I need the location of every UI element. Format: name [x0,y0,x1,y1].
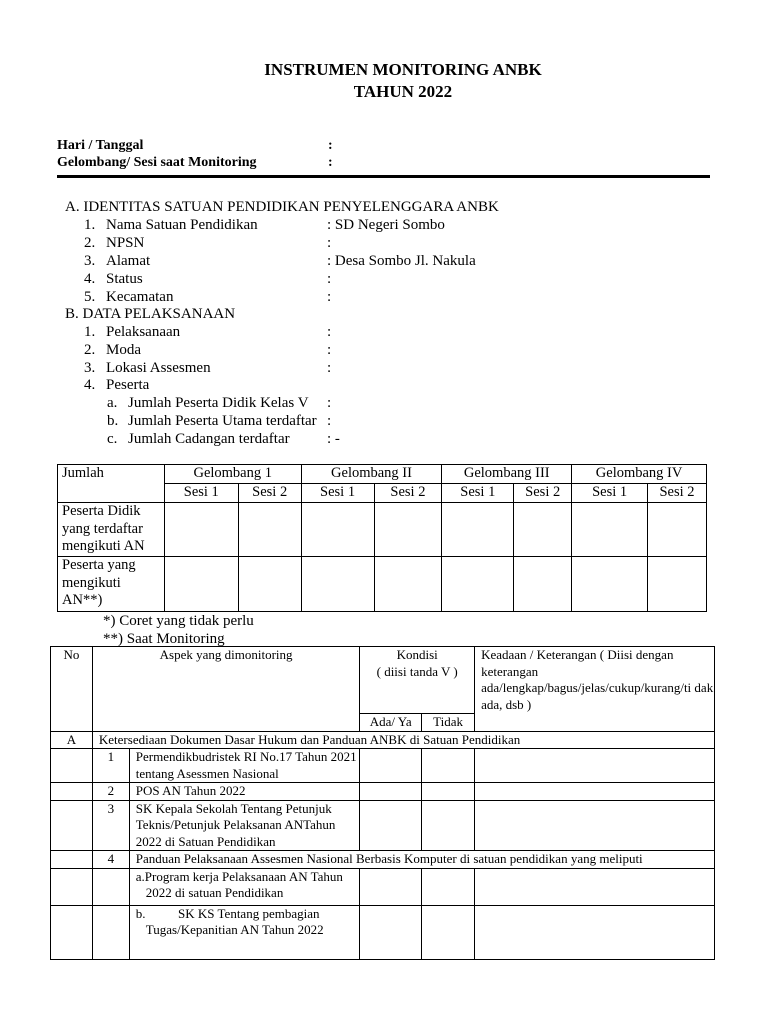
section-b-item-value: : [327,324,332,340]
no-cell [51,749,93,783]
sesi-header: Sesi 1 [164,484,238,503]
peserta-cell [442,503,514,557]
gelombang-4-header: Gelombang IV [572,465,707,484]
section-b-heading: B. DATA PELAKSANAAN [65,306,236,322]
num-cell [92,905,129,959]
keadaan-cell [475,783,715,801]
section-b-item-num: 1. [84,324,96,340]
note-saat-monitoring: **) Saat Monitoring [103,631,225,647]
no-cell [51,783,93,801]
peserta-cell [442,557,514,612]
peserta-row-label: Peserta yang mengikuti AN**) [58,557,165,612]
keadaan-cell [475,749,715,783]
aspek-table [50,646,715,960]
sesi-header: Sesi 2 [648,484,707,503]
section-a-item-value: : [327,289,332,305]
item-text: Permendikbudristek RI No.17 Tahun 2021 tentang Asessmen Nasional [129,749,360,783]
col-tidak-header: Tidak [422,714,475,732]
item-number: 1 [92,749,129,783]
ada-cell [360,905,422,959]
item-4-text: Panduan Pelaksanaan Assesmen Nasional Berbasis Komputer di satuan pendidikan yang meliputi [129,851,714,869]
col-ada-header: Ada/ Ya [360,714,422,732]
section-a-item-value: : [327,271,332,287]
section-b-item-num: 4. [84,377,96,393]
note-coret: *) Coret yang tidak perlu [103,613,254,629]
section-a-title: Ketersediaan Dokumen Dasar Hukum dan Panduan ANBK di Satuan Pendidikan [92,731,714,749]
ada-cell [360,749,422,783]
session-label: Gelombang/ Sesi saat Monitoring [57,155,257,170]
gelombang-2-header: Gelombang II [301,465,442,484]
peserta-cell [572,503,648,557]
peserta-sub-value: : [327,413,332,429]
peserta-cell [514,557,572,612]
kondisi-hint: ( diisi tanda V ) [376,663,458,679]
section-b-item-label: Peserta [106,377,150,393]
ada-cell [360,783,422,801]
section-a-item-num: 5. [84,289,96,305]
peserta-sub-label: Jumlah Cadangan terdaftar [128,431,290,447]
sesi-header: Sesi 1 [572,484,648,503]
no-cell [51,800,93,851]
section-b-item-label: Moda [106,342,141,358]
peserta-sub-letter: a. [107,395,118,411]
ada-cell [360,868,422,905]
item-text: SK Kepala Sekolah Tentang Petunjuk Teknis/Petunjuk Pelaksanan ANTahun 2022 di Satuan Pendidikan [129,800,360,851]
section-a-item-label: NPSN [106,235,145,251]
peserta-cell [301,503,374,557]
gelombang-3-header: Gelombang III [442,465,572,484]
section-a-item-num: 2. [84,235,96,251]
peserta-cell [514,503,572,557]
peserta-sub-letter: c. [107,431,118,447]
sesi-header: Sesi 1 [301,484,374,503]
ada-cell [360,800,422,851]
document-title: INSTRUMEN MONITORING ANBK [264,60,542,79]
col-no-header: No [51,647,93,732]
peserta-sub-value: : - [327,431,340,447]
session-value: : [328,155,333,170]
section-b-item-num: 2. [84,342,96,358]
section-a-item-label: Nama Satuan Pendidikan [106,217,258,233]
sesi-header: Sesi 1 [442,484,514,503]
item-number: 3 [92,800,129,851]
col-keadaan-header: Keadaan / Keterangan ( Diisi dengan keterangan ada/lengkap/bagus/jelas/cukup/kurang/ti dak ada, dsb ) [475,647,715,732]
peserta-cell [301,557,374,612]
section-a-item-value: : [327,235,332,251]
document-year: TAHUN 2022 [353,82,453,101]
peserta-row-label: Peserta Didik yang terdaftar mengikuti AN [58,503,165,557]
tidak-cell [422,868,475,905]
num-cell [92,868,129,905]
section-a-item-num: 1. [84,217,96,233]
item-4a-text: a.Program kerja Pelaksanaan AN Tahun 2022 di satuan Pendidikan [129,868,360,905]
tidak-cell [422,905,475,959]
item-number: 2 [92,783,129,801]
peserta-sub-letter: b. [107,413,119,429]
sesi-header: Sesi 2 [514,484,572,503]
no-cell [51,851,93,869]
tidak-cell [422,783,475,801]
section-a-item-num: 3. [84,253,96,269]
section-a-item-label: Status [106,271,143,287]
item-text: POS AN Tahun 2022 [129,783,360,801]
item-number: 4 [92,851,129,869]
peserta-cell [164,557,238,612]
peserta-table [57,464,707,612]
peserta-cell [374,503,442,557]
peserta-table-corner: Jumlah [58,465,165,503]
header-divider [57,175,710,178]
section-b-item-value: : [327,360,332,376]
date-value: : [328,138,333,153]
col-aspek-header: Aspek yang dimonitoring [92,647,359,732]
sesi-header: Sesi 2 [374,484,442,503]
no-cell [51,905,93,959]
peserta-sub-label: Jumlah Peserta Didik Kelas V [128,395,309,411]
kondisi-label: Kondisi [396,647,438,662]
peserta-sub-value: : [327,395,332,411]
date-label: Hari / Tanggal [57,138,144,153]
sesi-header: Sesi 2 [238,484,301,503]
col-kondisi-header [360,647,475,714]
keadaan-cell [475,905,715,959]
keadaan-cell [475,868,715,905]
peserta-sub-label: Jumlah Peserta Utama terdaftar [128,413,317,429]
peserta-cell [374,557,442,612]
section-a-item-value: : Desa Sombo Jl. Nakula [327,253,476,269]
no-cell [51,868,93,905]
section-a-item-label: Kecamatan [106,289,174,305]
section-a-heading: A. IDENTITAS SATUAN PENDIDIKAN PENYELENGGARA ANBK [65,199,499,215]
peserta-cell [648,557,707,612]
gelombang-1-header: Gelombang 1 [164,465,301,484]
tidak-cell [422,749,475,783]
peserta-cell [164,503,238,557]
section-b-item-num: 3. [84,360,96,376]
peserta-cell [648,503,707,557]
section-a-item-value: : SD Negeri Sombo [327,217,445,233]
keadaan-cell [475,800,715,851]
peserta-cell [238,557,301,612]
peserta-cell [238,503,301,557]
section-b-item-label: Pelaksanaan [106,324,181,340]
section-b-item-value: : [327,342,332,358]
tidak-cell [422,800,475,851]
item-4b-text: b. SK KS Tentang pembagian Tugas/Kepanitian AN Tahun 2022 [129,905,360,959]
section-a-item-num: 4. [84,271,96,287]
peserta-cell [572,557,648,612]
section-a-item-label: Alamat [106,253,151,269]
section-b-item-label: Lokasi Assesmen [106,360,211,376]
section-a-no: A [51,731,93,749]
